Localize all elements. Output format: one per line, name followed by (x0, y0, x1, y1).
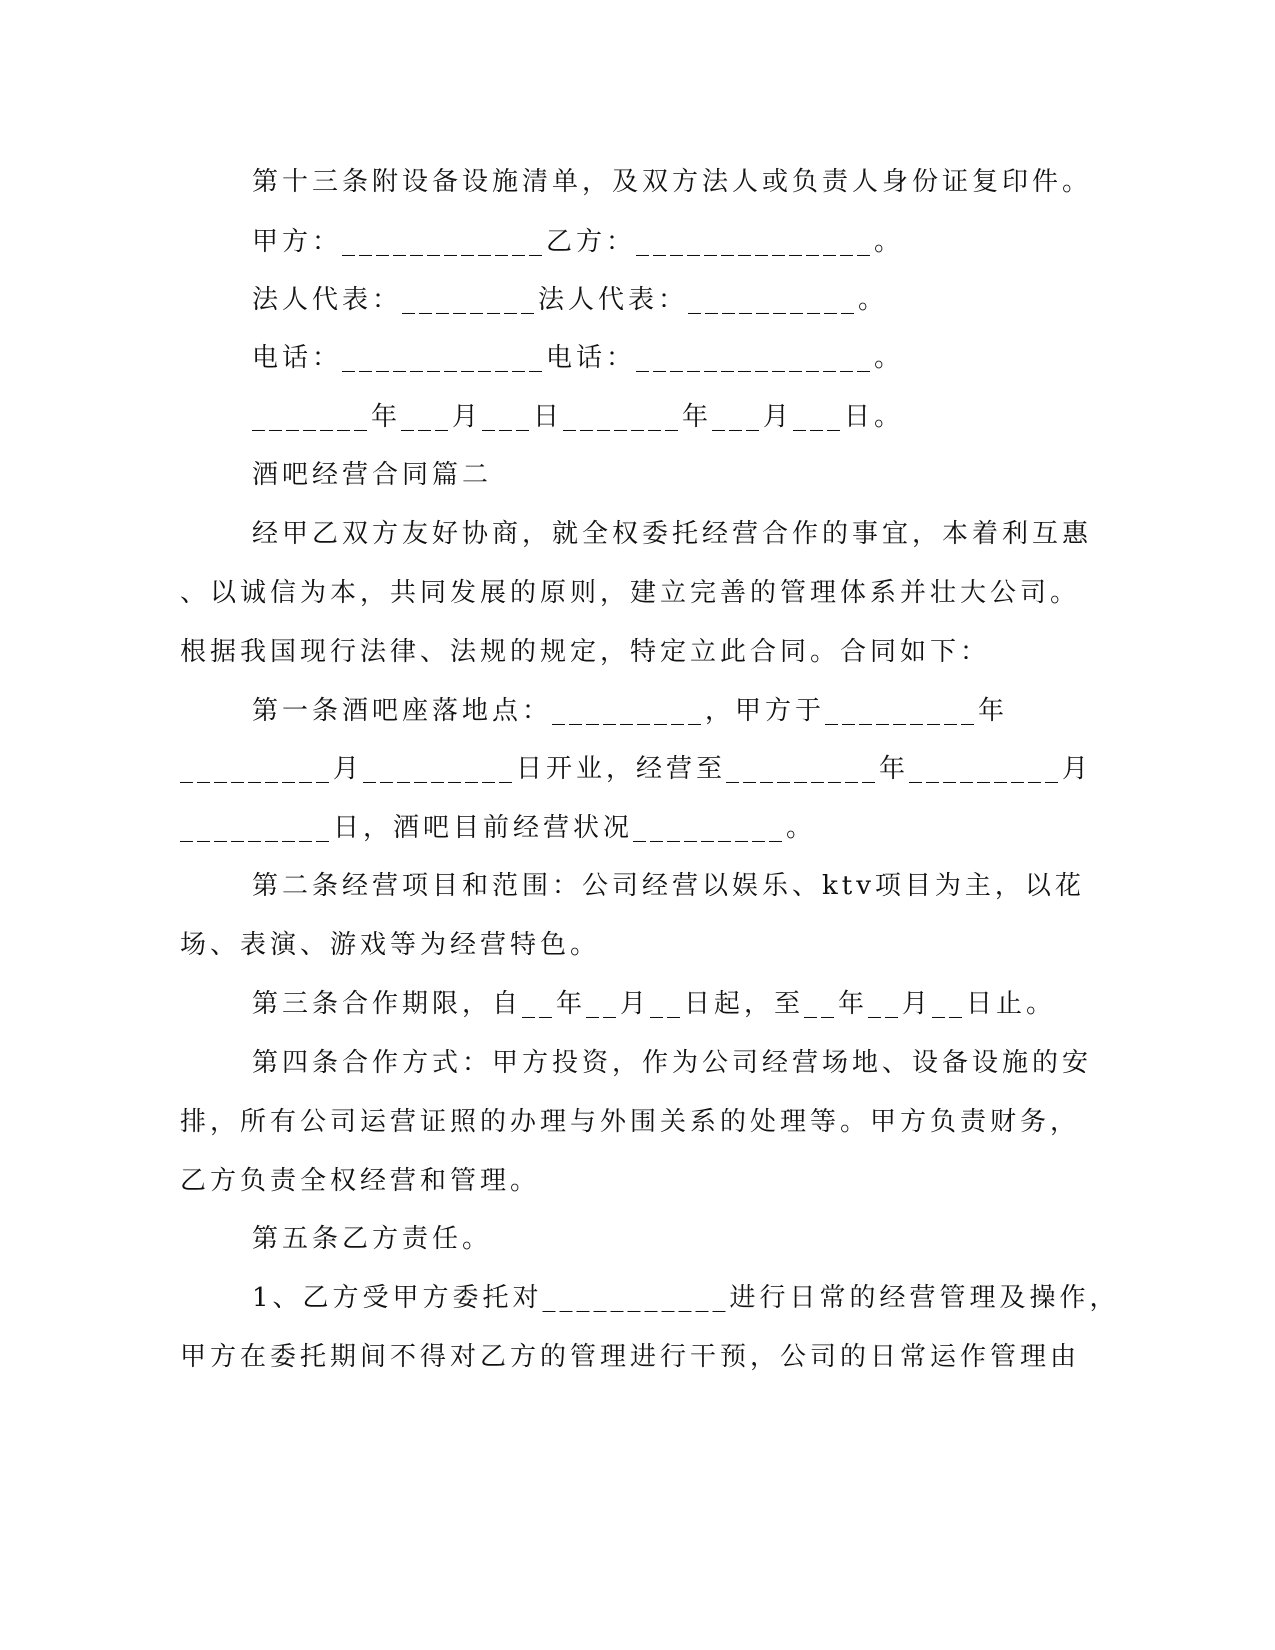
section-heading: 酒吧经营合同篇二 (252, 460, 493, 490)
text-line: 电话：____________电话：______________。 (252, 343, 905, 373)
text-line: 、以诚信为本，共同发展的原则，建立完善的管理体系并壮大公司。 (180, 578, 1081, 608)
text-line: 第三条合作期限，自__年__月__日起，至__年__月__日止。 (252, 989, 1057, 1019)
text-line: 第四条合作方式：甲方投资，作为公司经营场地、设备设施的安 (252, 1048, 1093, 1078)
text-line: 排，所有公司运营证照的办理与外围关系的处理等。甲方负责财务， (180, 1107, 1081, 1137)
text-line: 乙方负责全权经营和管理。 (180, 1166, 541, 1196)
text-line: _______年___月___日_______年___月___日。 (252, 402, 905, 432)
text-line: 甲方：____________乙方：______________。 (252, 227, 905, 257)
text-line: _________日，酒吧目前经营状况_________。 (180, 813, 817, 843)
text-line: 经甲乙双方友好协商，就全权委托经营合作的事宜，本着利互惠 (252, 519, 1093, 549)
text-line: 1、乙方受甲方委托对___________进行日常的经营管理及操作， (252, 1283, 1120, 1313)
text-line: 第五条乙方责任。 (252, 1224, 493, 1254)
text-line: 第十三条附设备设施清单，及双方法人或负责人身份证复印件。 (252, 167, 1093, 197)
text-line: 法人代表：________法人代表：__________。 (252, 285, 889, 315)
text-line: 场、表演、游戏等为经营特色。 (180, 930, 601, 960)
text-line: _________月_________日开业，经营至_________年_________月 (180, 754, 1093, 784)
text-line: 第二条经营项目和范围：公司经营以娱乐、ktv项目为主，以花 (252, 871, 1085, 901)
text-line: 根据我国现行法律、法规的规定，特定立此合同。合同如下： (180, 637, 991, 667)
text-line: 第一条酒吧座落地点：_________，甲方于_________年 (252, 696, 1009, 726)
text-line: 甲方在委托期间不得对乙方的管理进行干预，公司的日常运作管理由 (180, 1342, 1081, 1372)
